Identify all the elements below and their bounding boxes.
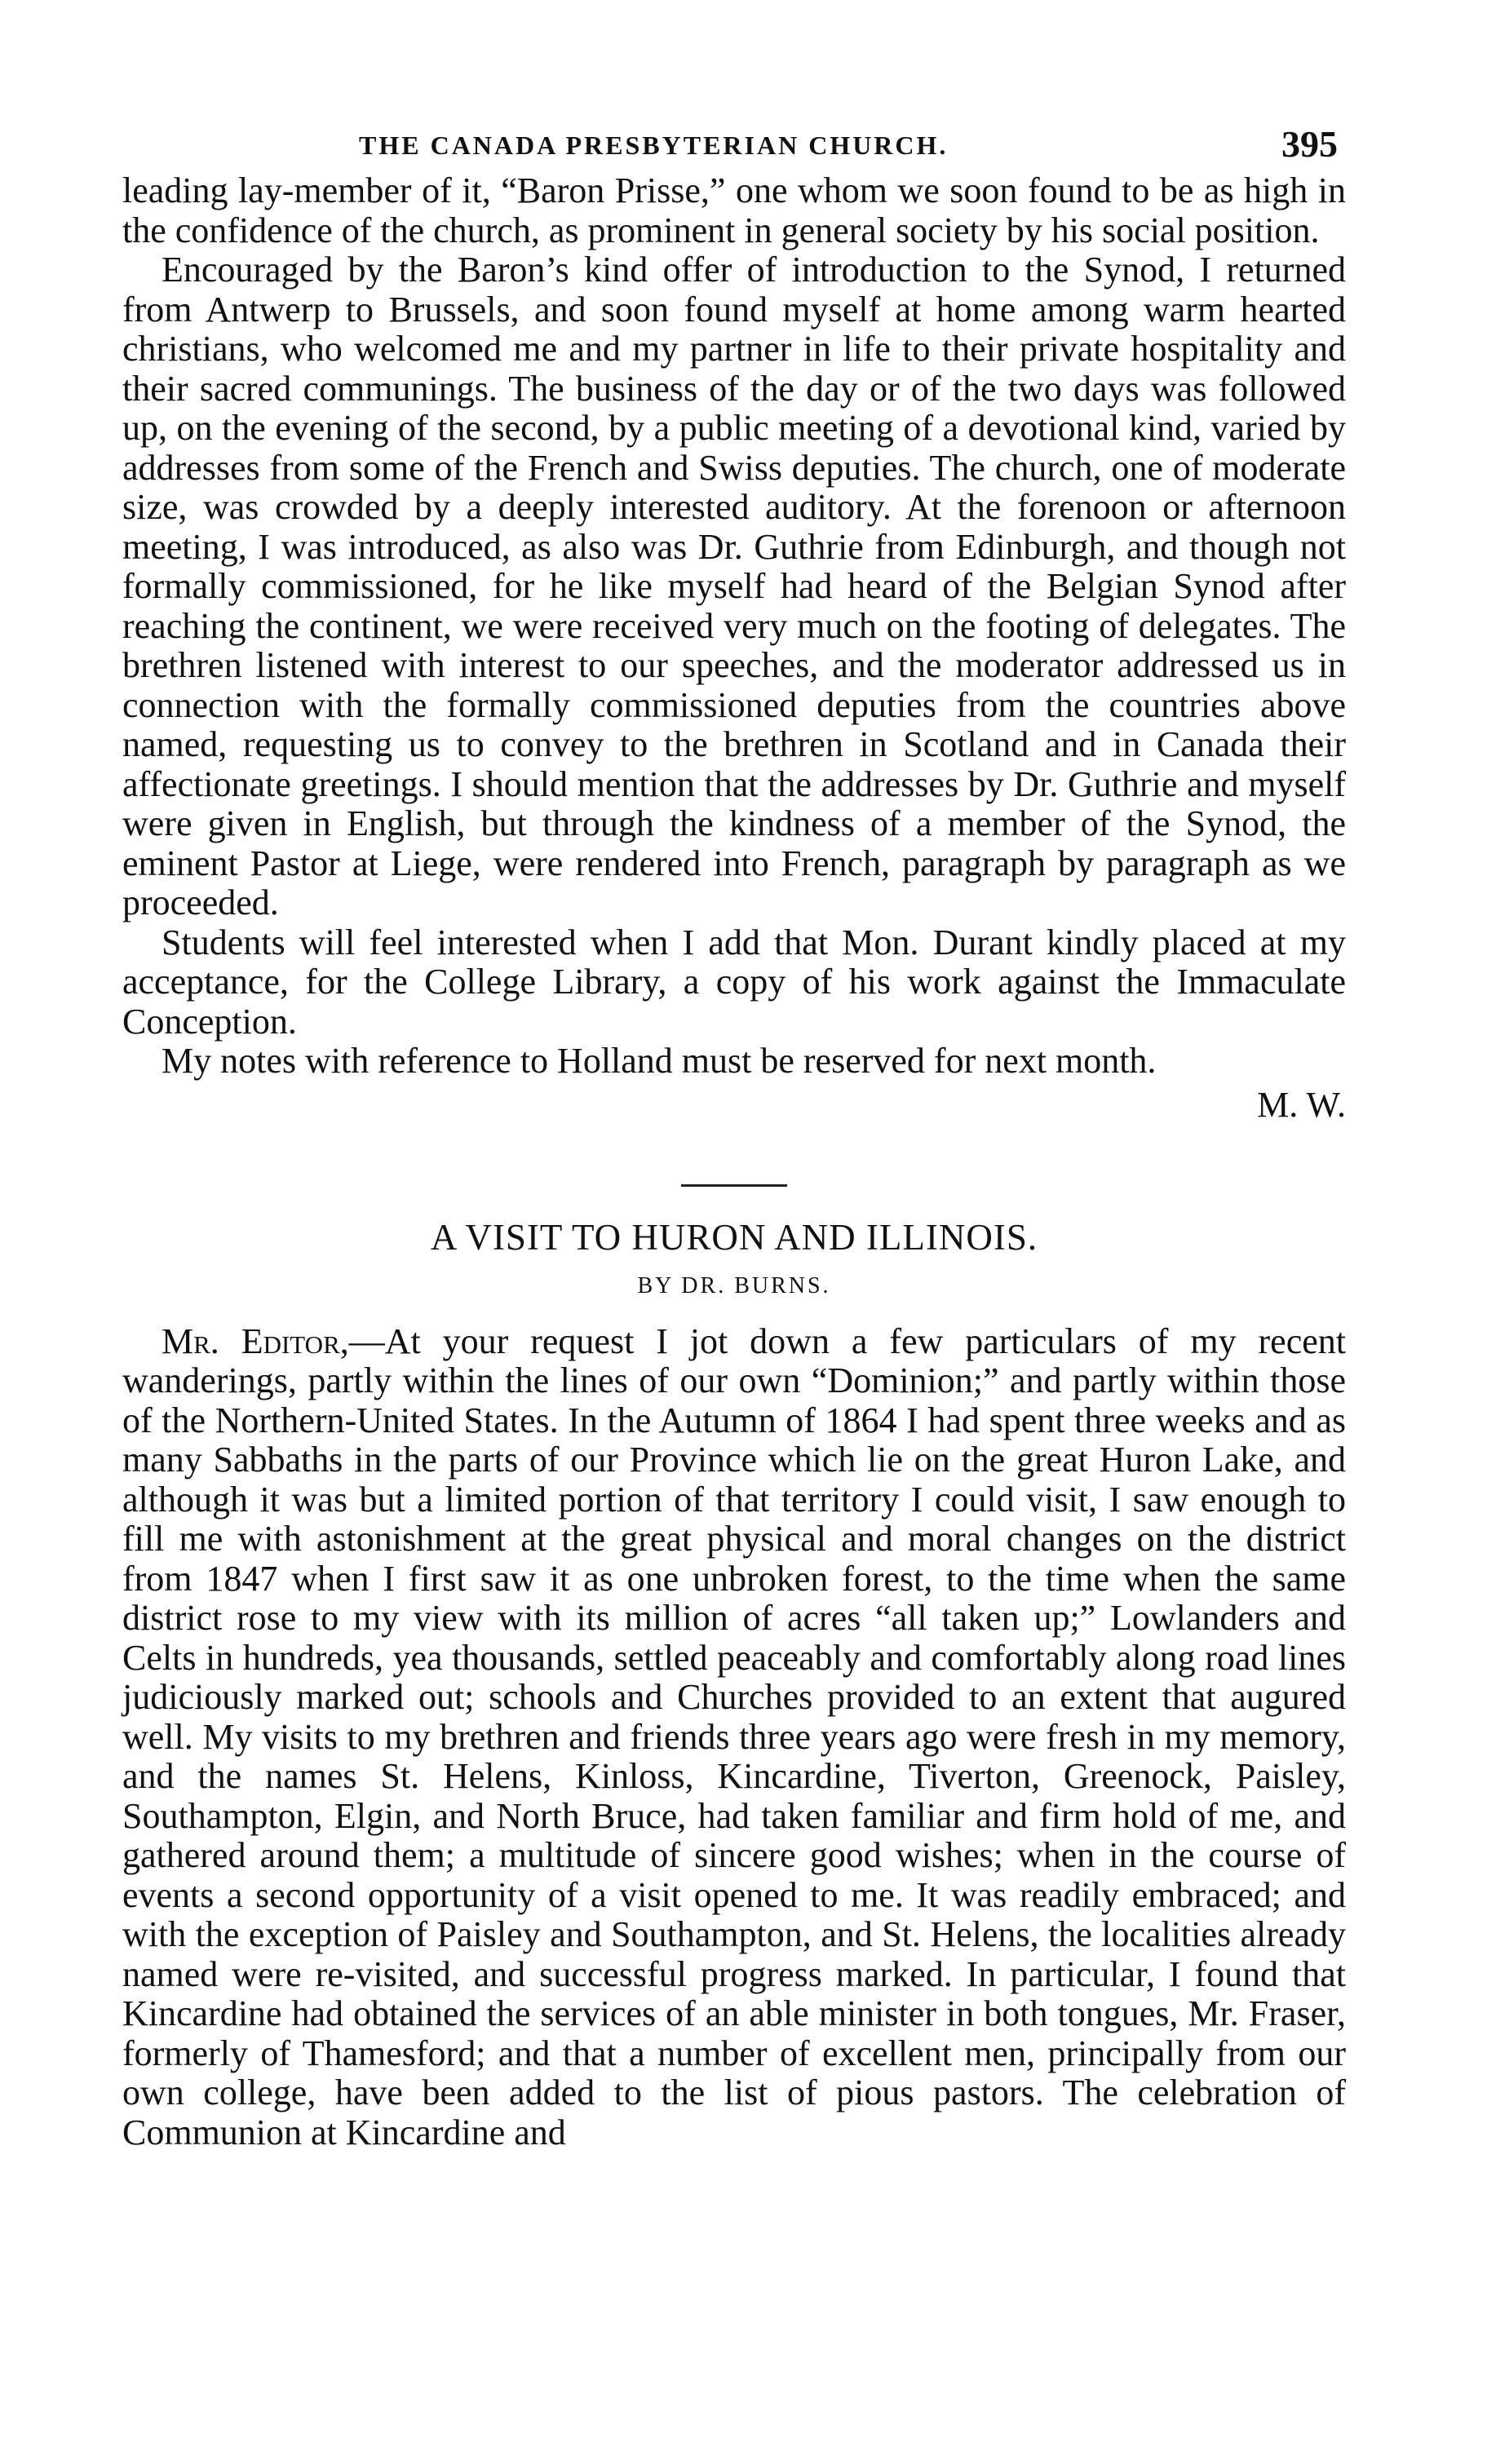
article1-signature: M. W. xyxy=(1257,1084,1346,1125)
article2-salutation: Mr. Editor, xyxy=(162,1320,349,1361)
running-head-title: THE CANADA PRESBYTERIAN CHURCH. xyxy=(359,130,949,160)
article1-paragraph-4: My notes with reference to Holland must be reserved for next month. xyxy=(162,1041,1157,1081)
article1-paragraph-2: Encouraged by the Baron’s kind offer of introduction to the Synod, I returned from Antwerp to Brussels, and soon found myself at home among warm hearted christians, who welcomed me and my partner in life to their private hospitality and their sacred communings. The business of the day or of the two days was followed up, on the evening of the second, by a public meeting of a devotional kind, varied by addresses from some of the French and Swiss deputies. The church, one of moderate size, was crowded by a deeply interested auditory. At the forenoon or afternoon meeting, I was introduced, as also was Dr. Guthrie from Edinburgh, and though not formally commissioned, for he like myself had heard of the Belgian Synod after reaching the continent, we were received very much on the footing of delegates. The brethren listened with interest to our speeches, and the moderator addressed us in connection with the formally commissioned deputies from the countries above named, requesting us to convey to the brethren in Scotland and in Canada their affectionate greetings. I should mention that the addresses by Dr. Guthrie and myself were given in English, but through the kindness of a member of the Synod, the eminent Pastor at Liege, were rendered into French, paragraph by paragraph as we proceeded. xyxy=(122,250,1346,922)
page-number: 395 xyxy=(1281,123,1338,165)
article2-title: A VISIT TO HURON AND ILLINOIS. xyxy=(430,1216,1038,1258)
article2-paragraph-1 xyxy=(122,1322,1346,2153)
article2-byline: BY DR. BURNS. xyxy=(637,1272,831,1298)
article1-paragraph-1: leading lay-member of it, “Baron Prisse,” one whom we soon found to be as high in the confidence of the church, as prominent in general society by his social position. xyxy=(122,170,1346,250)
document-page xyxy=(122,122,1346,2152)
article1-paragraph-3: Students will feel interested when I add that Mon. Durant kindly placed at my acceptance, for the College Library, a copy of his work against the Immaculate Conception. xyxy=(122,922,1346,1042)
section-divider xyxy=(681,1184,787,1187)
article2-paragraph-text: —At your request I jot down a few particulars of my recent wanderings, partly within the lines of our own “Dominion;” and partly within those of the Northern-United States. In the Autumn of 1864 I had spent three weeks and as many Sabbaths in the parts of our Province which lie on the great Huron Lake, and although it was but a limited portion of that territory I could visit, I saw enough to fill me with astonishment at the great physical and moral changes on the district from 1847 when I first saw it as one unbroken forest, to the time when the same district rose to my view with its million of acres “all taken up;” Lowlanders and Celts in hundreds, yea thousands, settled peaceably and comfortably along road lines judiciously marked out; schools and Churches provided to an extent that augured well. My visits to my brethren and friends three years ago were fresh in my memory, and the names St. Helens, Kinloss, Kincardine, Tiverton, Greenock, Paisley, Southampton, Elgin, and North Bruce, had taken familiar and firm hold of me, and gathered around them; a multitude of sincere good wishes; when in the course of events a second opportunity of a visit opened to me. It was readily embraced; and with the exception of Paisley and Southampton, and St. Helens, the localities already named were re-visited, and successful progress marked. In particular, I found that Kincardine had obtained the services of an able minister in both tongues, Mr. Fraser, formerly of Thamesford; and that a number of excellent men, principally from our own college, have been added to the list of pious pastors. The celebration of Communion at Kincardine and xyxy=(122,1320,1346,2152)
running-head xyxy=(122,122,1346,171)
